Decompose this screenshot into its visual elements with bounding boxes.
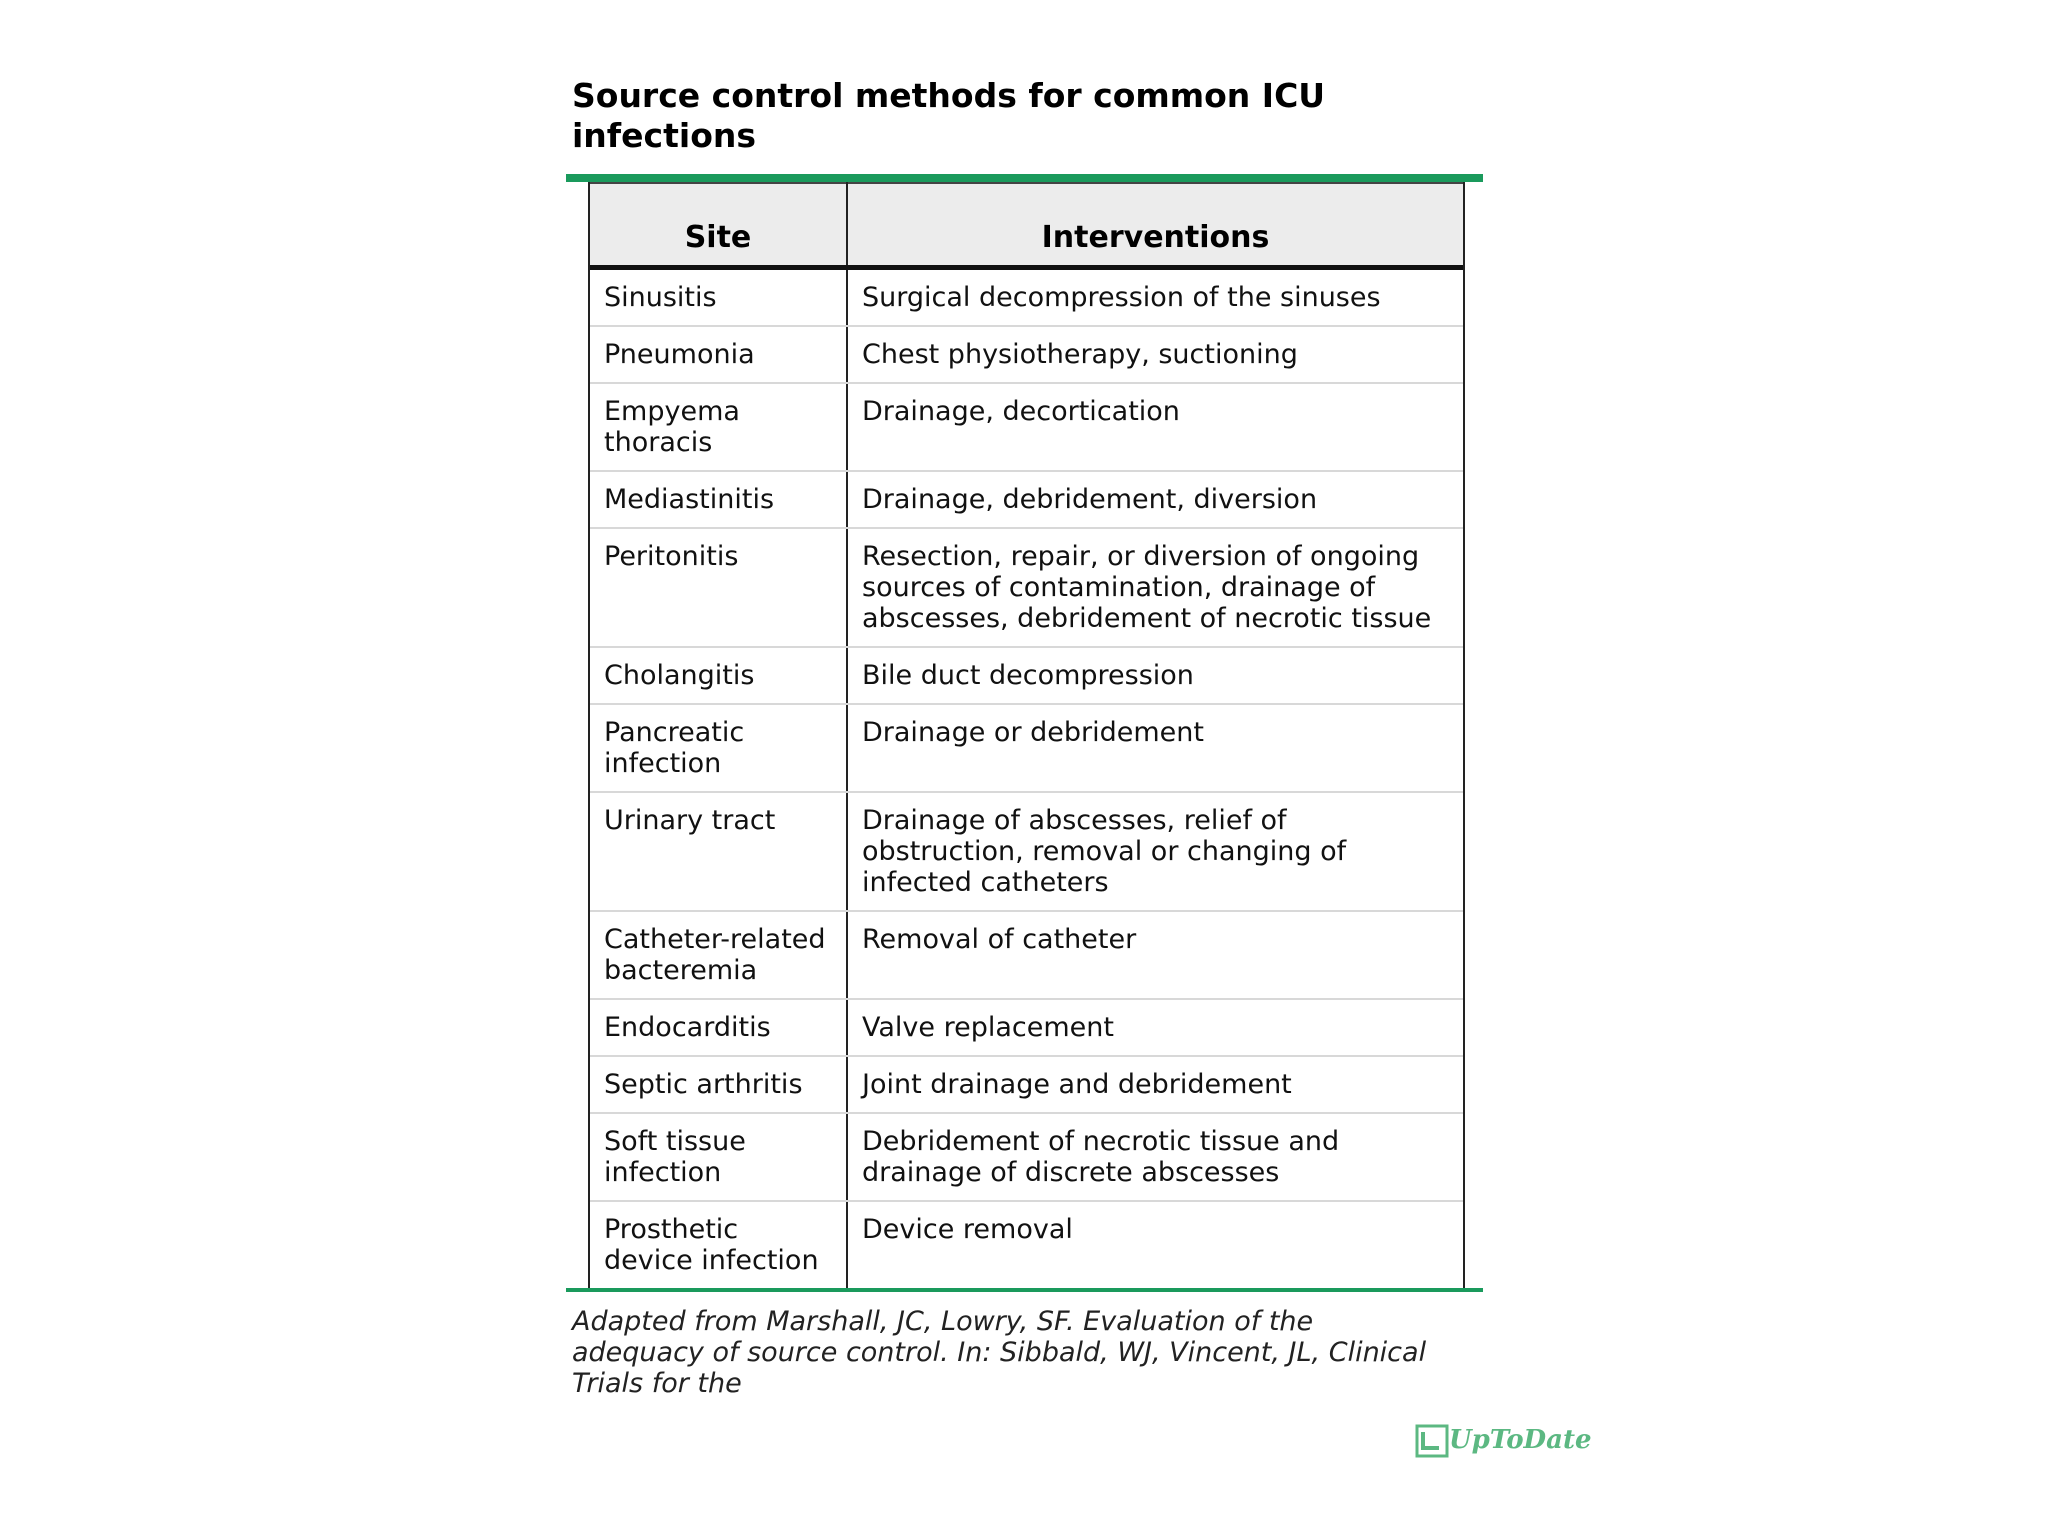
top-green-rule [566,174,1483,182]
uptodate-logo [1413,1418,1592,1462]
figure-title: Source control methods for common ICU infections [572,76,1326,155]
interventions-cell: Device removal [862,1214,1073,1245]
interventions-cell: Drainage, debridement, diversion [847,471,1463,528]
source-control-table [590,182,1463,1288]
caption-text: Adapted from Marshall, JC, Lowry, SF. Evaluation of the adequacy of source control. In: Sibbald, WJ, Vincent, JL, Clinical Trials for the [572,1306,1427,1399]
site-cell: Septic arthritis [590,1056,847,1113]
interventions-cell: Drainage or debridement [847,704,1463,792]
column-header-interventions: Interventions [847,183,1463,268]
table-container [588,182,1465,1288]
table-row [590,911,1463,999]
interventions-cell: Bile duct decompression [847,647,1463,704]
table-row [590,471,1463,528]
logo-text: UpToDate [1449,1425,1592,1455]
site-cell: Catheter-related bacteremia [590,911,847,999]
header-row [590,183,1463,268]
interventions-cell: Removal of catheter [847,911,1463,999]
site-cell: Soft tissue infection [590,1113,847,1201]
interventions-cell: Valve replacement [847,999,1463,1056]
table-row [590,647,1463,704]
table-row [590,528,1463,647]
interventions-cell: Drainage of abscesses, relief of obstruction, removal or changing of infected catheters [847,792,1463,911]
table-row [590,1056,1463,1113]
interventions-cell: Surgical decompression of the sinuses [847,268,1463,327]
site-cell: Cholangitis [590,647,847,704]
interventions-cell: Debridement of necrotic tissue and drainage of discrete abscesses [847,1113,1463,1201]
site-cell: Pancreatic infection [590,704,847,792]
site-cell: Endocarditis [590,999,847,1056]
site-cell: Empyema thoracis [590,383,847,471]
interventions-cell: Resection, repair, or diversion of ongoing sources of contamination, drainage of abscesses, debridement of necrotic tissue [847,528,1463,647]
table-row [590,999,1463,1056]
site-cell: Prosthetic device infection [590,1201,847,1288]
table-row [590,383,1463,471]
column-header-site: Site [590,183,847,268]
table-row [590,326,1463,383]
table-row [590,268,1463,327]
site-cell: Pneumonia [590,326,847,383]
site-cell: Sinusitis [590,268,847,327]
site-cell: Mediastinitis [590,471,847,528]
caption [572,1306,1472,1399]
bottom-green-rule [566,1288,1483,1292]
table-row [590,704,1463,792]
table-row [590,1201,1463,1288]
logo-mark-icon [1413,1418,1457,1462]
site-cell: Peritonitis [590,528,847,647]
table-row [590,792,1463,911]
interventions-cell: Joint drainage and debridement [847,1056,1463,1113]
site-cell: Urinary tract [590,792,847,911]
interventions-cell: Drainage, decortication [847,383,1463,471]
interventions-cell: Chest physiotherapy, suctioning [847,326,1463,383]
table-body [590,268,1463,1289]
figure [566,76,1483,1399]
table-row [590,1113,1463,1201]
